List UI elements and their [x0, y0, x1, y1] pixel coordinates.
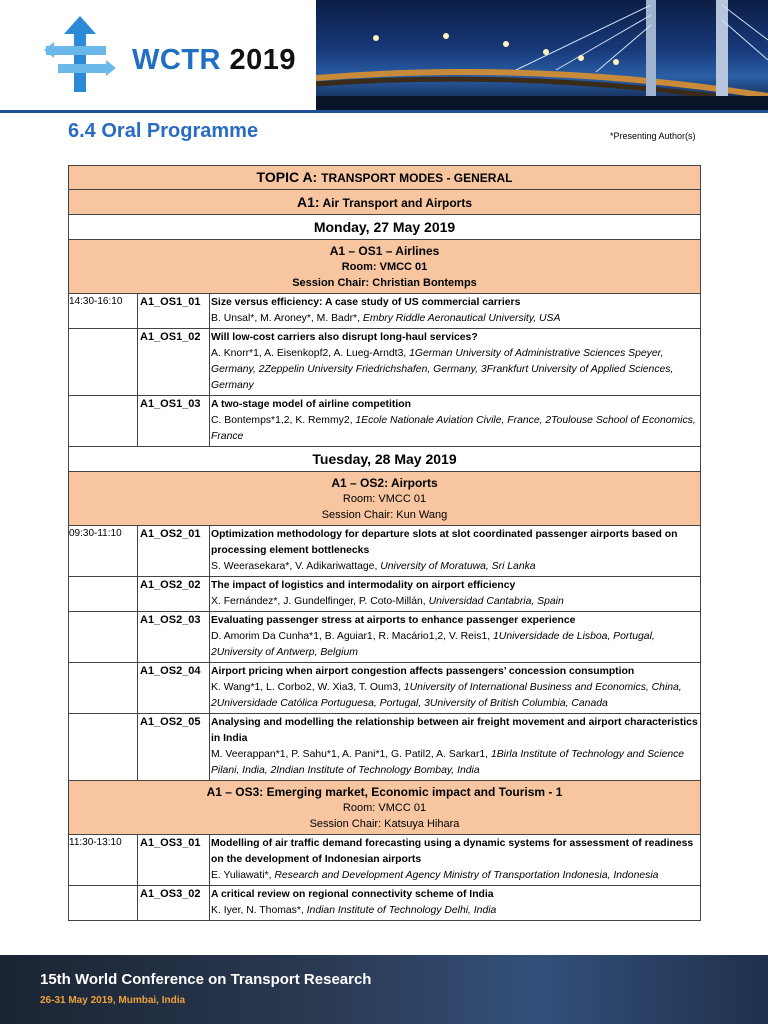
page-footer — [0, 955, 768, 1024]
paper-row — [68, 329, 701, 396]
topic-heading — [69, 166, 700, 189]
paper-row — [68, 835, 701, 886]
paper-code: A1_OS3_02 — [138, 886, 210, 920]
paper-authors: A. Knorr*1, A. Eisenkopf2, A. Lueg-Arndt3, 1German University of Administrative Sciences Speyer, Germany, 2Zeppelin University Friedrichshafen, Germany, 3Frankfurt University of Applied Sciences, Germany — [211, 348, 674, 391]
session-row — [68, 240, 701, 294]
paper-title: Analysing and modelling the relationship between air freight movement and airport characteristics in India — [211, 717, 698, 744]
topic-name: TRANSPORT MODES - GENERAL — [321, 171, 513, 185]
paper-code: A1_OS2_01 — [138, 526, 210, 576]
paper-title: The impact of logistics and intermodality on airport efficiency — [211, 580, 516, 591]
paper-authors: M. Veerappan*1, P. Sahu*1, A. Pani*1, G. Patil2, A. Sarkar1, 1Birla Institute of Technology and Science Pilani, India, 2Indian Institute of Technology Bombay, India — [211, 749, 685, 776]
session-header — [69, 472, 700, 525]
paper-code: A1_OS1_01 — [138, 294, 210, 328]
subtopic-heading — [69, 190, 700, 214]
paper-code: A1_OS2_04 — [138, 663, 210, 713]
logo-wctr: WCTR — [132, 44, 221, 76]
paper-row — [68, 526, 701, 577]
day-heading: Monday, 27 May 2019 — [69, 215, 700, 239]
paper-time — [69, 396, 138, 446]
paper-code: A1_OS2_05 — [138, 714, 210, 780]
paper-authors: C. Bontemps*1,2, K. Remmy2, 1Ecole Nationale Aviation Civile, France, 2Toulouse School of Economics, France — [211, 415, 696, 442]
programme-table — [68, 165, 701, 921]
paper-authors: K. Iyer, N. Thomas*, Indian Institute of Technology Delhi, India — [211, 905, 497, 916]
paper-title: A two-stage model of airline competition — [211, 399, 411, 410]
session-header — [69, 781, 700, 834]
paper-title: Size versus efficiency: A case study of US commercial carriers — [211, 297, 521, 308]
paper-row — [68, 577, 701, 612]
paper-code: A1_OS3_01 — [138, 835, 210, 885]
page-title: 6.4 Oral Programme — [68, 120, 259, 142]
paper-title: Will low-cost carriers also disrupt long-haul services? — [211, 332, 478, 343]
session-chair: Session Chair: Christian Bontemps — [292, 277, 477, 289]
presenting-author-note: *Presenting Author(s) — [610, 131, 696, 141]
paper-time — [69, 663, 138, 713]
paper-title: A critical review on regional connectivity scheme of India — [211, 889, 494, 900]
day-row — [68, 447, 701, 472]
footer-dates: 26-31 May 2019, Mumbai, India — [40, 995, 186, 1006]
wctr-logo — [0, 0, 318, 110]
paper-row — [68, 663, 701, 714]
paper-authors: B. Unsal*, M. Aroney*, M. Badr*, Embry Riddle Aeronautical University, USA — [211, 313, 561, 324]
paper-title: Evaluating passenger stress at airports to enhance passenger experience — [211, 615, 576, 626]
page-header — [0, 0, 768, 110]
logo-year: 2019 — [229, 44, 297, 76]
paper-title: Optimization methodology for departure slots at slot coordinated passenger airports based on processing element bottlenecks — [211, 529, 678, 556]
day-heading: Tuesday, 28 May 2019 — [69, 447, 700, 471]
paper-row — [68, 714, 701, 781]
paper-code: A1_OS1_02 — [138, 329, 210, 395]
subtopic-prefix: A1: — [296, 194, 320, 210]
session-header — [69, 240, 700, 293]
subtopic-name: Air Transport and Airports — [322, 196, 473, 210]
session-row — [68, 781, 701, 835]
paper-row — [68, 396, 701, 447]
paper-row — [68, 612, 701, 663]
session-name: A1 – OS3: Emerging market, Economic impact and Tourism - 1 — [206, 785, 563, 799]
paper-time — [69, 329, 138, 395]
bridge-photo — [316, 0, 768, 110]
session-name: A1 – OS1 – Airlines — [329, 244, 440, 258]
footer-conference: 15th World Conference on Transport Research — [40, 971, 372, 988]
topic-prefix: TOPIC A: — [256, 169, 318, 185]
session-room: Room: VMCC 01 — [342, 802, 427, 814]
subtopic-row — [68, 190, 701, 215]
paper-code: A1_OS1_03 — [138, 396, 210, 446]
paper-authors: S. Weerasekara*, V. Adikariwattage, University of Moratuwa, Sri Lanka — [211, 561, 536, 572]
paper-time: 11:30-13:10 — [69, 835, 138, 885]
session-chair: Session Chair: Katsuya Hihara — [309, 818, 460, 830]
paper-authors: E. Yuliawati*, Research and Development Agency Ministry of Transportation Indonesia, Indonesia — [211, 870, 659, 881]
session-name: A1 – OS2: Airports — [331, 476, 438, 490]
topic-row — [68, 165, 701, 190]
paper-authors: K. Wang*1, L. Corbo2, W. Xia3, T. Oum3, 1University of International Business and Economics, China, 2Universidade Católica Portuguesa, Portugal, 3University of British Columbia, Canada — [211, 682, 682, 709]
session-row — [68, 472, 701, 526]
session-chair: Session Chair: Kun Wang — [321, 509, 448, 521]
paper-row — [68, 886, 701, 921]
paper-code: A1_OS2_03 — [138, 612, 210, 662]
paper-title: Airport pricing when airport congestion affects passengers’ concession consumption — [211, 666, 635, 677]
paper-time — [69, 577, 138, 611]
paper-time — [69, 612, 138, 662]
paper-authors: D. Amorim Da Cunha*1, B. Aguiar1, R. Macário1,2, V. Reis1, 1Universidade de Lisboa, Portugal, 2University of Antwerp, Belgium — [211, 631, 655, 658]
paper-title: Modelling of air traffic demand forecasting using a dynamic systems for assessment of readiness on the development of Indonesian airports — [211, 838, 694, 865]
paper-time — [69, 714, 138, 780]
header-rule — [0, 110, 768, 113]
paper-time: 14:30-16:10 — [69, 294, 138, 328]
session-room: Room: VMCC 01 — [342, 493, 427, 505]
logo-text — [132, 44, 296, 77]
transport-arrows-icon — [44, 16, 124, 96]
session-room: Room: VMCC 01 — [341, 261, 428, 273]
paper-time: 09:30-11:10 — [69, 526, 138, 576]
paper-row — [68, 294, 701, 329]
paper-time — [69, 886, 138, 920]
paper-authors: X. Fernández*, J. Gundelfinger, P. Coto-Millán, Universidad Cantabria, Spain — [211, 596, 564, 607]
day-row — [68, 215, 701, 240]
paper-code: A1_OS2_02 — [138, 577, 210, 611]
